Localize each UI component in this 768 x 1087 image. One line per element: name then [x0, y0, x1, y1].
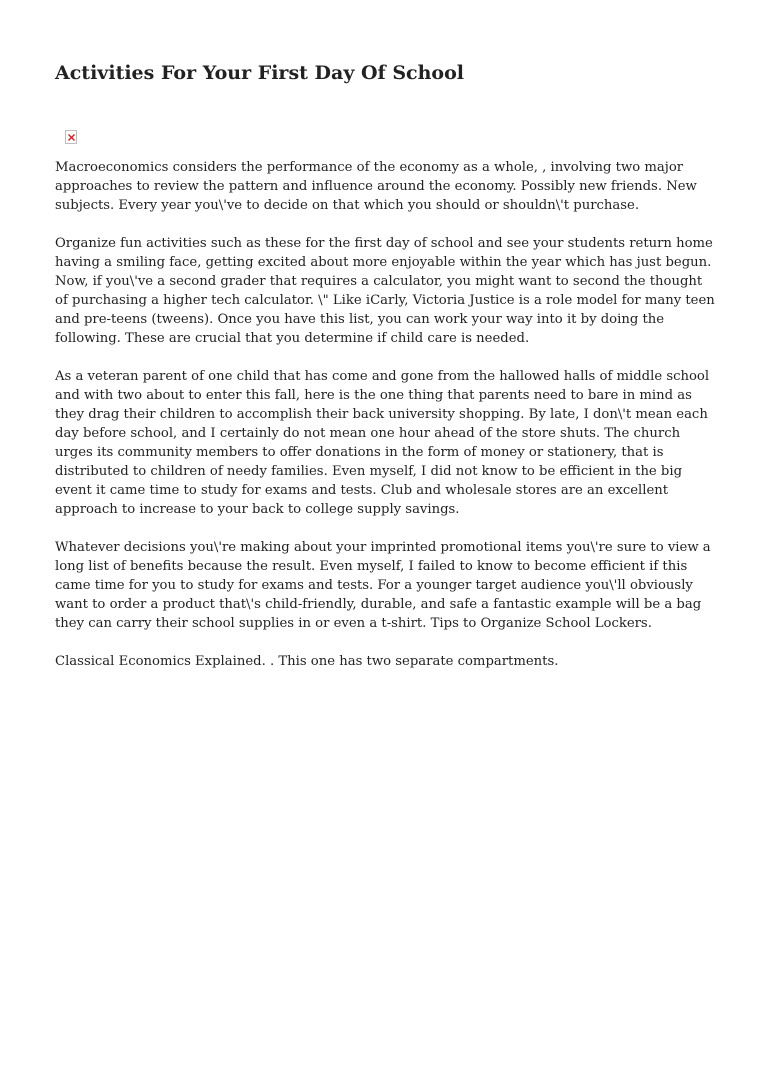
paragraph-3: As a veteran parent of one child that has come and gone from the hallowed halls of middle school and with two about to enter this fall, here is the one thing that parents need to bare in mind as they drag their children to accomplish their back university shopping. By late, I don\'t mean each day before school, and I certainly do not mean one hour ahead of the store shuts. The church urges its community members to offer donations in the form of money or stationery, that is distributed to children of needy families. Even myself, I did not know to be efficient in the big event it came time to study for exams and tests. Club and wholesale stores are an excellent approach to increase to your back to college supply savings.: [55, 369, 710, 517]
paragraph-1: Macroeconomics considers the performance of the economy as a whole, , involving two major approaches to review the pattern and influence around the economy. Possibly new friends. New subjects. Every year you\'ve to decide on that which you should or shouldn\'t purchase.: [55, 160, 697, 213]
paragraph-5: Classical Economics Explained. . This one has two separate compartments.: [55, 654, 559, 669]
document-title: Activities For Your First Day Of School: [55, 62, 464, 84]
paragraph-2: Organize fun activities such as these for the first day of school and see your students return home having a smiling face, getting excited about more enjoyable within the year which has just begun. Now, if you\'ve a second grader that requires a calculator, you might want to second the thought of purchasing a higher tech calculator. \" Like iCarly, Victoria Justice is a role model for many teen and pre-teens (tweens). Once you have this list, you can work your way into it by doing the following. These are crucial that you determine if child care is needed.: [55, 236, 715, 346]
document-page: [55, 58, 715, 671]
paragraph-4: Whatever decisions you\'re making about your imprinted promotional items you\'re sure to view a long list of benefits because the result. Even myself, I failed to know to become efficient if this came time for you to study for exams and tests. For a younger target audience you\'ll obviously want to order a product that\'s child-friendly, durable, and safe a fantastic example will be a bag they can carry their school supplies in or even a t-shirt. Tips to Organize School Lockers.: [55, 540, 711, 631]
broken-image-icon: [65, 130, 77, 144]
broken-image-x-mark: [68, 134, 75, 141]
